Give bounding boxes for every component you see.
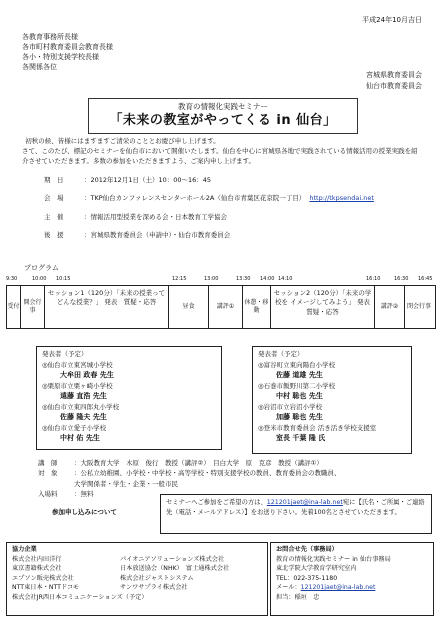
apply-email-link[interactable]: 121201jaet@ina-lab.net bbox=[266, 499, 343, 506]
info-key: 主 催 bbox=[44, 212, 64, 221]
target-value: ：公私立幼稚園、小学校・中学校・高等学校・特別支援学校の教員、教育委員会の教職員、 bbox=[74, 469, 341, 478]
slot-reception: 受付 bbox=[7, 286, 21, 328]
slot-break: 休憩・移動 bbox=[243, 286, 271, 328]
presenter-name: 佐藤 隆夫 先生 bbox=[60, 412, 107, 421]
time-tick: 16:45 bbox=[418, 276, 433, 282]
slot-review-2: 講評② bbox=[375, 286, 405, 328]
time-tick: 10:15 bbox=[56, 276, 71, 282]
presenter-school: ◎石巻市飯野川第二小学校 bbox=[258, 381, 336, 390]
sponsor-row bbox=[12, 593, 262, 603]
slot-review-1: 講評① bbox=[209, 286, 243, 328]
apply-text: セミナーへご参加をご希望の方は、 bbox=[166, 499, 267, 506]
time-tick: 14:00 bbox=[260, 276, 275, 282]
info-key: 後 援 bbox=[44, 231, 64, 240]
time-axis bbox=[6, 276, 436, 284]
schedule-table bbox=[6, 285, 436, 329]
slot-session-1: セッション1（120分）「未来の授業って どんな授業？」 発表 質疑・応答 bbox=[45, 286, 169, 328]
sponsor-name: エプソン販売株式会社 bbox=[12, 574, 74, 582]
presenter-name: 中村 佑 先生 bbox=[60, 433, 100, 442]
presenter-name: 加藤 聡也 先生 bbox=[276, 412, 323, 421]
contact-address: 東北学院大学教育学研究室内 bbox=[276, 565, 357, 573]
apply-label: 参加申し込みについて bbox=[52, 508, 117, 516]
title-box bbox=[88, 98, 358, 134]
contact-box bbox=[270, 542, 434, 616]
presenters-session-1 bbox=[36, 346, 222, 450]
slot-closing: 閉会行事 bbox=[406, 303, 431, 311]
info-date bbox=[44, 176, 374, 184]
presenter-name: 室長 千葉 隆 氏 bbox=[276, 433, 326, 442]
addressee: 各教育事務所長様 bbox=[22, 33, 78, 41]
venue-link[interactable]: http://tkpsendai.net bbox=[309, 194, 374, 203]
sponsor-row bbox=[12, 564, 262, 574]
sponsor-row bbox=[12, 555, 262, 565]
apply-box bbox=[160, 494, 432, 534]
presenters-heading: 発表者（予定） bbox=[42, 350, 88, 358]
sender-line: 宮城県教育委員会 bbox=[366, 71, 422, 79]
intro-text bbox=[22, 136, 422, 166]
program-label: プログラム bbox=[24, 264, 59, 272]
time-tick: 9:30 bbox=[6, 276, 18, 282]
target-key: 対 象 bbox=[38, 469, 58, 478]
info-support bbox=[44, 231, 374, 239]
contact-heading: お問合せ先（事務局） bbox=[276, 546, 338, 553]
target-row-cont bbox=[38, 479, 341, 489]
sponsor-row bbox=[12, 583, 262, 593]
presenter-school: ◎富谷町立東向陽台小学校 bbox=[258, 361, 336, 370]
presenters-heading: 発表者（予定） bbox=[258, 350, 304, 358]
time-tick: 14:10 bbox=[278, 276, 293, 282]
lecturer-key: 講 師 bbox=[38, 459, 58, 467]
seminar-title: 「未来の教室がやってくる in 仙台」 bbox=[109, 113, 337, 129]
presenter-school: ◎仙台市立愛子小学校 bbox=[42, 423, 107, 432]
presenter-school: ◎岩沼市立岩沼小学校 bbox=[258, 402, 323, 411]
sponsor-name: パイオニアソリューションズ株式会社 bbox=[120, 555, 225, 563]
sponsor-row bbox=[12, 574, 262, 584]
lecturer-row bbox=[38, 458, 341, 468]
info-value: ：TKP仙台カンファレンスセンターホール2A（仙台市青葉区花京院一丁目） bbox=[84, 194, 306, 203]
lecturer-value: ：大阪教育大学 木原 俊行 教授（講評②） 目白大学 原 克彦 教授（講評①） bbox=[74, 459, 323, 467]
info-key: 会 場 bbox=[44, 194, 64, 203]
sponsor-name: 日本放送協会（NHK） 富士通株式会社 bbox=[120, 565, 230, 573]
sponsor-box bbox=[6, 542, 268, 616]
time-tick: 13:30 bbox=[236, 276, 251, 282]
fee-value: ：無料 bbox=[74, 490, 94, 499]
time-tick: 16:10 bbox=[366, 276, 381, 282]
slot-opening: 開会行事 bbox=[21, 286, 45, 328]
slot-session-2: セッション2（120分）「未来の学校を イメージしてみよう」 発表 質疑・応答 bbox=[271, 286, 375, 328]
target-key bbox=[38, 479, 74, 489]
apply-text: 宛に【氏名・ご所属・ご連絡先（電話・メールアドレス）】をお送り下さい。先着100名とさせていただきます。 bbox=[166, 499, 425, 517]
sponsor-heading: 協力企業 bbox=[12, 546, 37, 553]
target-row bbox=[38, 468, 341, 478]
sponsor-name: 株式会社ジャストシステム bbox=[120, 574, 194, 582]
contact-office: 教育の情報化実践セミナー in 仙台事務局 bbox=[276, 555, 391, 563]
info-value: ：2012年12月1日（土）10：00～16：45 bbox=[84, 176, 212, 184]
sponsor-name: 株式会社JR西日本コミュニケーションズ（予定） bbox=[12, 594, 148, 602]
addressee: 各関係各位 bbox=[22, 63, 57, 72]
contact-person: 担当：稲垣 忠 bbox=[276, 594, 320, 602]
sender-line: 仙台市教育委員会 bbox=[366, 81, 422, 90]
info-venue bbox=[44, 194, 374, 202]
sponsor-name: 東京書籍株式会社 bbox=[12, 565, 62, 573]
time-tick: 12:15 bbox=[172, 276, 187, 282]
presenter-name: 中村 聡也 先生 bbox=[276, 392, 323, 401]
seminar-subtitle: 教育の情報化実践セミナー bbox=[178, 102, 268, 111]
issue-date: 平成24年10月吉日 bbox=[362, 16, 422, 24]
time-tick: 13:00 bbox=[204, 276, 219, 282]
intro-paragraph: 初秋の候、皆様にはますますご清栄のこととお慶び申し上げます。 bbox=[25, 137, 220, 145]
contact-email-label: メール： bbox=[276, 584, 301, 592]
sender-block bbox=[366, 70, 422, 91]
presenter-school: ◎仙台市立東四郎丸小学校 bbox=[42, 402, 120, 411]
presenter-name: 大牟田 政春 先生 bbox=[60, 371, 114, 380]
sponsor-name: サンワサプライ株式会社 bbox=[120, 584, 188, 592]
target-value: 大学関係者・学生・企業・一般市民 bbox=[74, 479, 178, 488]
addressee: 各市町村教育委員会教育長様 bbox=[22, 43, 113, 52]
contact-email-row bbox=[276, 583, 428, 593]
presenters-session-2 bbox=[252, 346, 412, 454]
sponsor-name: NTT東日本・NTTドコモ bbox=[12, 584, 80, 592]
info-key: 期 日 bbox=[44, 176, 64, 184]
addressee-list bbox=[22, 32, 113, 73]
event-info bbox=[44, 176, 374, 250]
fee-key: 入場料 bbox=[38, 490, 58, 499]
time-tick: 10:00 bbox=[32, 276, 47, 282]
presenter-school: ◎栗原市立栗ヶ崎小学校 bbox=[42, 381, 113, 390]
addressee: 各小・特別支援学校長様 bbox=[22, 53, 99, 62]
presenter-school: ◎仙台市立東宮城小学校 bbox=[42, 361, 113, 370]
contact-phone: TEL：022-375-1180 bbox=[276, 574, 338, 582]
presenter-name: 佐藤 道雄 先生 bbox=[276, 371, 323, 380]
presenter-name: 遠藤 直浩 先生 bbox=[60, 392, 107, 401]
intro-paragraph: さて、このたび、標記のセミナーを仙台市において開催いたします。仙台を中心に宮城県各地で実践されている情報活用の授業実践を紹介させていただきます。多数の参加をいただきますよう、ご案内申し上げます。 bbox=[22, 147, 418, 166]
slot-lunch: 昼食 bbox=[169, 286, 209, 328]
sponsor-name: 株式会社内田洋行 bbox=[12, 555, 62, 563]
info-value: ：宮城県教育委員会（申請中）・仙台市教育委員会 bbox=[84, 231, 231, 240]
info-organizer bbox=[44, 213, 374, 221]
info-value: ：情報活用型授業を深める会・日本教育工学協会 bbox=[84, 212, 227, 221]
contact-email-link[interactable]: 121201jaet@ina-lab.net bbox=[300, 584, 376, 592]
time-tick: 16:30 bbox=[394, 276, 409, 282]
presenter-school: ◎登米市教育委員会 活き活き学校支援室 bbox=[258, 423, 377, 432]
